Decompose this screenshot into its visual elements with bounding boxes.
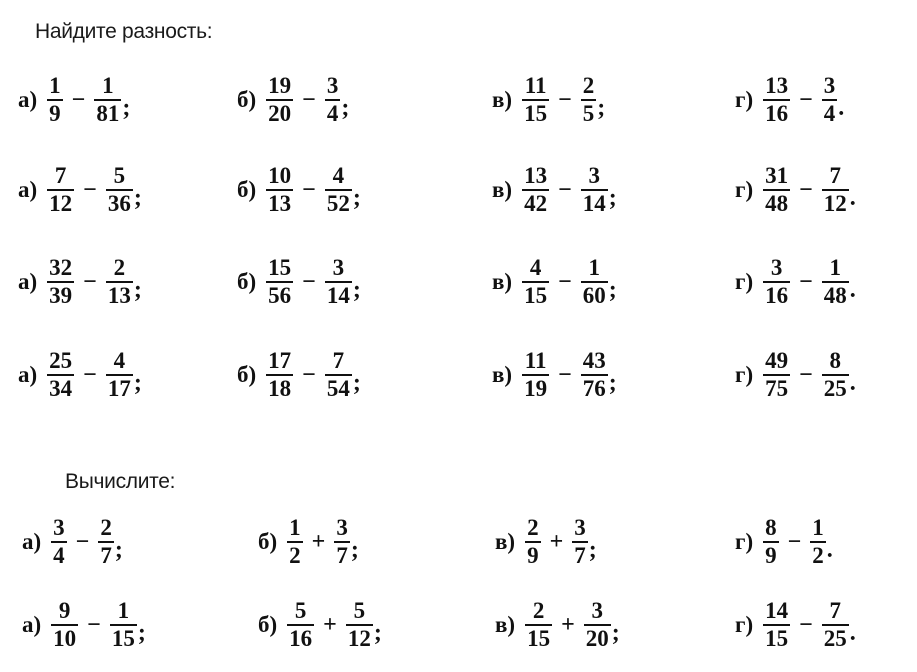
- fraction-first: [47, 348, 74, 402]
- numerator: 3: [326, 73, 339, 98]
- denominator: 14: [326, 283, 350, 308]
- denominator: 15: [527, 626, 551, 651]
- fraction-second: [581, 348, 608, 402]
- denominator: 52: [326, 191, 350, 216]
- exercise-item: [495, 512, 597, 572]
- exercise-item: [492, 160, 617, 220]
- item-label: б): [258, 612, 278, 637]
- denominator: 75: [765, 376, 789, 401]
- exercise-item: [237, 345, 361, 405]
- punctuation: .: [838, 95, 845, 121]
- numerator: 1: [102, 73, 114, 98]
- fraction-second: [822, 255, 849, 309]
- item-label: в): [492, 362, 513, 387]
- exercise-item: [492, 70, 605, 130]
- exercise-item: [735, 160, 856, 220]
- numerator: 7: [54, 163, 67, 188]
- exercise-item: [237, 70, 349, 130]
- denominator: 10: [53, 626, 77, 651]
- fraction-first: [287, 598, 314, 652]
- punctuation: ;: [114, 537, 123, 563]
- numerator: 4: [332, 163, 345, 188]
- denominator: 20: [585, 626, 609, 651]
- fraction-second: [822, 598, 849, 652]
- punctuation: ;: [137, 620, 146, 646]
- denominator: 9: [49, 101, 61, 126]
- denominator: 48: [823, 283, 847, 308]
- operator: +: [311, 528, 326, 555]
- denominator: 18: [268, 376, 292, 401]
- numerator: 7: [829, 598, 842, 623]
- denominator: 7: [574, 543, 586, 568]
- numerator: 3: [53, 515, 65, 540]
- item-label: г): [735, 362, 754, 387]
- punctuation: .: [849, 185, 856, 211]
- denominator: 56: [268, 283, 292, 308]
- numerator: 5: [294, 598, 307, 623]
- denominator: 81: [96, 101, 120, 126]
- operator: −: [799, 268, 813, 295]
- punctuation: ;: [352, 185, 361, 211]
- numerator: 13: [524, 163, 548, 188]
- fraction-second: [581, 163, 608, 217]
- numerator: 32: [49, 255, 73, 280]
- section-title-calculate: Вычислите:: [65, 470, 176, 493]
- denominator: 19: [524, 376, 548, 401]
- numerator: 1: [588, 255, 601, 280]
- fraction-first: [522, 348, 549, 402]
- exercise-row: [0, 512, 917, 572]
- section-title-differences: Найдите разность:: [35, 20, 213, 43]
- numerator: 5: [353, 598, 366, 623]
- fraction-second: [581, 73, 597, 127]
- fraction-first: [47, 255, 74, 309]
- exercise-row: [0, 252, 917, 312]
- fraction-first: [266, 73, 293, 127]
- operator: −: [787, 528, 802, 555]
- denominator: 4: [823, 101, 836, 126]
- numerator: 3: [336, 515, 348, 540]
- denominator: 17: [107, 376, 131, 401]
- numerator: 1: [812, 515, 824, 540]
- numerator: 3: [588, 163, 601, 188]
- denominator: 20: [268, 101, 292, 126]
- denominator: 7: [100, 543, 112, 568]
- numerator: 5: [113, 163, 126, 188]
- fraction-first: [763, 348, 790, 402]
- fraction-first: [763, 73, 790, 127]
- fraction-second: [94, 73, 121, 127]
- numerator: 11: [524, 348, 547, 373]
- punctuation: ;: [350, 537, 359, 563]
- item-label: г): [735, 87, 754, 112]
- denominator: 12: [347, 626, 371, 651]
- fraction-second: [325, 348, 352, 402]
- operator: −: [558, 176, 572, 203]
- item-label: в): [495, 529, 516, 554]
- denominator: 60: [582, 283, 606, 308]
- item-label: б): [237, 269, 257, 294]
- denominator: 12: [823, 191, 847, 216]
- exercise-item: [735, 512, 833, 572]
- numerator: 25: [49, 348, 73, 373]
- exercise-item: [492, 252, 617, 312]
- numerator: 15: [268, 255, 292, 280]
- operator: −: [87, 611, 101, 638]
- punctuation: ;: [608, 185, 617, 211]
- operator: +: [323, 611, 337, 638]
- exercise-row: [0, 160, 917, 220]
- fraction-second: [822, 348, 849, 402]
- fraction-first: [51, 515, 67, 569]
- fraction-second: [106, 255, 133, 309]
- item-label: а): [22, 529, 42, 554]
- operator: −: [799, 611, 813, 638]
- fraction-second: [106, 163, 133, 217]
- exercise-item: [735, 595, 856, 655]
- operator: −: [799, 86, 813, 113]
- denominator: 12: [49, 191, 73, 216]
- numerator: 7: [332, 348, 345, 373]
- exercise-item: [237, 252, 361, 312]
- fraction-first: [763, 163, 790, 217]
- numerator: 7: [829, 163, 842, 188]
- punctuation: .: [826, 537, 833, 563]
- exercise-item: [735, 70, 844, 130]
- numerator: 11: [524, 73, 547, 98]
- operator: −: [83, 176, 97, 203]
- operator: −: [75, 528, 90, 555]
- item-label: в): [495, 612, 516, 637]
- numerator: 43: [582, 348, 606, 373]
- numerator: 31: [765, 163, 789, 188]
- punctuation: ;: [608, 277, 617, 303]
- numerator: 2: [527, 515, 539, 540]
- numerator: 9: [58, 598, 71, 623]
- numerator: 2: [582, 73, 595, 98]
- numerator: 4: [113, 348, 126, 373]
- fraction-first: [266, 255, 293, 309]
- item-label: а): [22, 612, 42, 637]
- denominator: 15: [524, 101, 548, 126]
- punctuation: ;: [133, 185, 142, 211]
- numerator: 19: [268, 73, 292, 98]
- fraction-first: [287, 515, 303, 569]
- numerator: 3: [823, 73, 836, 98]
- denominator: 48: [765, 191, 789, 216]
- item-label: в): [492, 87, 513, 112]
- item-label: г): [735, 269, 754, 294]
- fraction-first: [763, 515, 779, 569]
- fraction-second: [110, 598, 137, 652]
- item-label: б): [237, 177, 257, 202]
- item-label: г): [735, 529, 754, 554]
- punctuation: ;: [133, 370, 142, 396]
- fraction-second: [98, 515, 114, 569]
- denominator: 7: [336, 543, 348, 568]
- fraction-first: [266, 163, 293, 217]
- fraction-second: [106, 348, 133, 402]
- punctuation: ;: [352, 277, 361, 303]
- denominator: 15: [524, 283, 548, 308]
- fraction-second: [584, 598, 611, 652]
- numerator: 13: [765, 73, 789, 98]
- denominator: 9: [765, 543, 777, 568]
- exercise-item: [22, 595, 146, 655]
- exercise-row: [0, 595, 917, 655]
- exercise-item: [18, 70, 130, 130]
- punctuation: ;: [133, 277, 142, 303]
- denominator: 2: [289, 543, 301, 568]
- operator: −: [83, 268, 97, 295]
- fraction-first: [266, 348, 293, 402]
- numerator: 8: [829, 348, 842, 373]
- denominator: 42: [524, 191, 548, 216]
- operator: −: [799, 361, 813, 388]
- fraction-first: [47, 163, 74, 217]
- fraction-first: [522, 255, 549, 309]
- denominator: 16: [289, 626, 313, 651]
- fraction-first: [525, 598, 552, 652]
- numerator: 1: [829, 255, 842, 280]
- denominator: 25: [823, 376, 847, 401]
- exercise-row: [0, 70, 917, 130]
- fraction-second: [325, 73, 341, 127]
- exercise-item: [18, 345, 142, 405]
- item-label: а): [18, 362, 38, 387]
- exercise-item: [258, 512, 359, 572]
- numerator: 8: [765, 515, 777, 540]
- numerator: 1: [49, 73, 61, 98]
- denominator: 16: [765, 101, 789, 126]
- fraction-first: [47, 73, 63, 127]
- exercise-item: [18, 160, 142, 220]
- fraction-first: [525, 515, 541, 569]
- denominator: 5: [582, 101, 595, 126]
- denominator: 4: [326, 101, 339, 126]
- denominator: 2: [812, 543, 824, 568]
- exercise-item: [22, 512, 123, 572]
- fraction-second: [334, 515, 350, 569]
- fraction-second: [325, 163, 352, 217]
- denominator: 4: [53, 543, 65, 568]
- denominator: 39: [49, 283, 73, 308]
- punctuation: ;: [597, 95, 606, 121]
- denominator: 9: [527, 543, 539, 568]
- punctuation: ;: [608, 370, 617, 396]
- item-label: а): [18, 87, 38, 112]
- exercise-item: [258, 595, 382, 655]
- exercise-item: [237, 160, 361, 220]
- denominator: 15: [765, 626, 789, 651]
- fraction-first: [763, 255, 790, 309]
- item-label: а): [18, 269, 38, 294]
- fraction-first: [763, 598, 790, 652]
- denominator: 25: [823, 626, 847, 651]
- punctuation: .: [849, 277, 856, 303]
- numerator: 3: [574, 515, 586, 540]
- fraction-second: [581, 255, 608, 309]
- denominator: 14: [582, 191, 606, 216]
- exercise-item: [18, 252, 142, 312]
- denominator: 15: [111, 626, 135, 651]
- exercise-item: [735, 345, 856, 405]
- numerator: 2: [113, 255, 126, 280]
- operator: −: [302, 176, 316, 203]
- fraction-second: [822, 163, 849, 217]
- item-label: в): [492, 177, 513, 202]
- numerator: 1: [117, 598, 130, 623]
- fraction-first: [51, 598, 78, 652]
- denominator: 13: [268, 191, 292, 216]
- denominator: 54: [326, 376, 350, 401]
- exercise-item: [735, 252, 856, 312]
- fraction-second: [810, 515, 826, 569]
- operator: +: [549, 528, 564, 555]
- operator: −: [799, 176, 813, 203]
- denominator: 36: [107, 191, 131, 216]
- punctuation: ;: [352, 370, 361, 396]
- operator: −: [302, 361, 316, 388]
- exercise-row: [0, 345, 917, 405]
- punctuation: ;: [341, 95, 350, 121]
- operator: −: [302, 268, 316, 295]
- numerator: 49: [765, 348, 789, 373]
- item-label: а): [18, 177, 38, 202]
- fraction-second: [346, 598, 373, 652]
- operator: −: [558, 361, 572, 388]
- numerator: 3: [591, 598, 604, 623]
- punctuation: .: [849, 370, 856, 396]
- operator: −: [302, 86, 316, 113]
- operator: −: [83, 361, 97, 388]
- numerator: 2: [100, 515, 112, 540]
- numerator: 4: [529, 255, 542, 280]
- fraction-first: [522, 163, 549, 217]
- punctuation: ;: [611, 620, 620, 646]
- denominator: 16: [765, 283, 789, 308]
- punctuation: ;: [588, 537, 597, 563]
- numerator: 10: [268, 163, 292, 188]
- fraction-first: [522, 73, 549, 127]
- punctuation: .: [849, 620, 856, 646]
- denominator: 13: [107, 283, 131, 308]
- punctuation: ;: [122, 95, 131, 121]
- item-label: г): [735, 612, 754, 637]
- fraction-second: [572, 515, 588, 569]
- punctuation: ;: [373, 620, 382, 646]
- fraction-second: [325, 255, 352, 309]
- operator: −: [558, 86, 572, 113]
- item-label: г): [735, 177, 754, 202]
- numerator: 17: [268, 348, 292, 373]
- exercise-item: [495, 595, 620, 655]
- item-label: в): [492, 269, 513, 294]
- item-label: б): [237, 87, 257, 112]
- denominator: 76: [582, 376, 606, 401]
- numerator: 3: [332, 255, 345, 280]
- exercise-item: [492, 345, 617, 405]
- numerator: 3: [770, 255, 783, 280]
- operator: −: [71, 86, 86, 113]
- item-label: б): [237, 362, 257, 387]
- operator: −: [558, 268, 572, 295]
- numerator: 14: [765, 598, 789, 623]
- operator: +: [561, 611, 575, 638]
- numerator: 1: [289, 515, 301, 540]
- fraction-second: [822, 73, 838, 127]
- denominator: 34: [49, 376, 73, 401]
- item-label: б): [258, 529, 278, 554]
- numerator: 2: [532, 598, 545, 623]
